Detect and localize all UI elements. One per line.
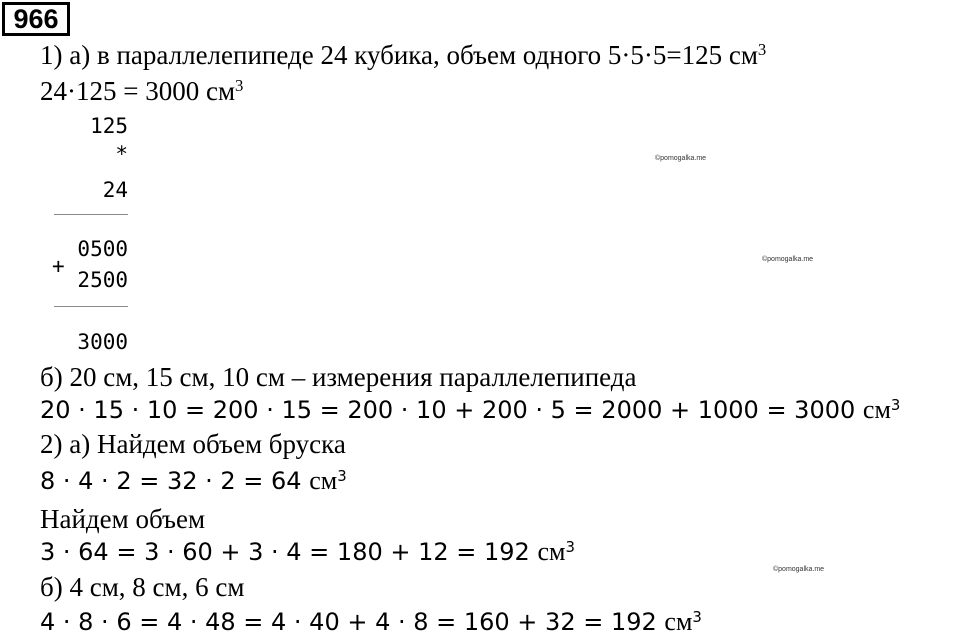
line-3: б) 20 см, 15 см, 10 см – измерения параллелепипеда (40, 362, 637, 392)
line-5: 2) а) Найдем объем бруска (40, 429, 346, 459)
column-multiplicand: 125 (90, 114, 128, 138)
column-plus-sign: + (52, 254, 65, 278)
watermark-2: ©pomogalka.me (762, 256, 814, 263)
column-result: 3000 (77, 330, 128, 354)
problem-number-box: 966 (2, 2, 70, 36)
line-8: 3 · 64 = 3 · 60 + 3 · 4 = 180 + 12 = 192 $см^3$ (40, 537, 575, 566)
line-9: б) 4 см, 8 см, 6 см (40, 572, 245, 602)
line-1: 1) а) в параллелепипеде 24 кубика, объем одного 5·5·5=125 $см^3$ (40, 39, 767, 70)
line-4: 20 · 15 · 10 = 200 · 15 = 200 · 10 + 200 · 5 = 2000 + 1000 = 3000 $см^3$ (40, 395, 901, 424)
watermark-1: ©pomogalka.me (655, 155, 707, 162)
watermark-3: ©pomogalka.me (773, 566, 825, 573)
column-rule-2 (54, 306, 128, 307)
column-multiplier: 24 (102, 178, 128, 202)
column-partial-2: 2500 (77, 268, 128, 292)
line-2: 24·125 = 3000 $см^3$ (40, 75, 244, 106)
column-rule-1 (54, 214, 128, 215)
column-partial-1: 0500 (77, 237, 128, 261)
line-6: 8 · 4 · 2 = 32 · 2 = 64 $см^3$ (40, 466, 347, 495)
line-10: 4 · 8 · 6 = 4 · 48 = 4 · 40 + 4 · 8 = 160 + 32 = 192 $см^3$ (40, 607, 702, 636)
line-7: Найдем объем (40, 504, 206, 534)
column-operator: * (115, 142, 128, 166)
